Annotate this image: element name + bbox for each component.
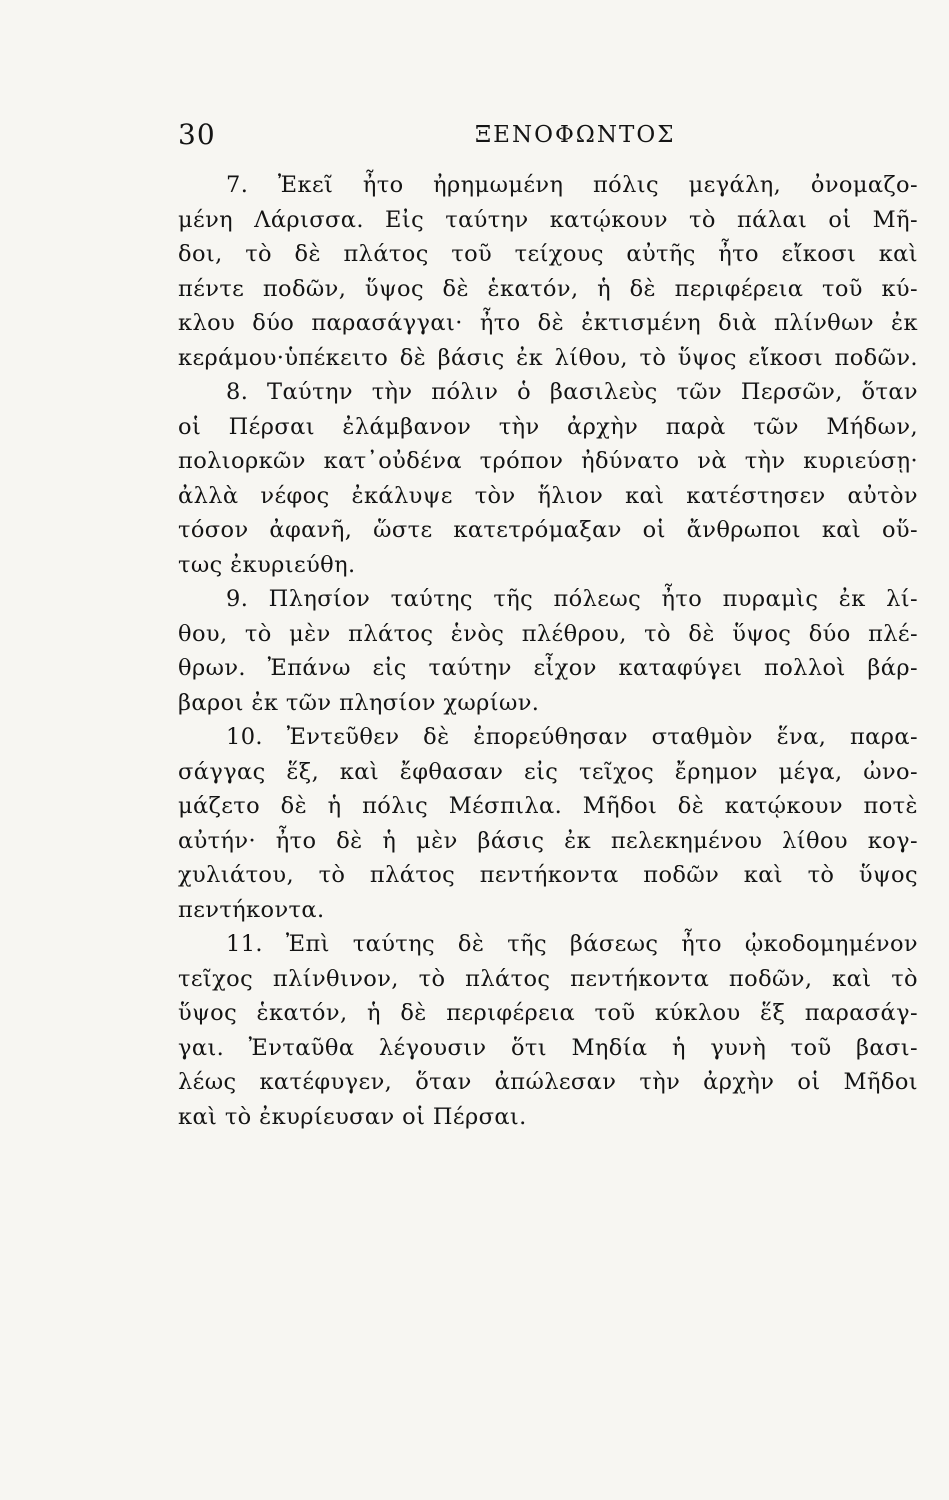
text-line: δοι, τὸ δὲ πλάτος τοῦ τείχους αὐτῆς ἦτο εἴκοσι καὶ [178,241,918,267]
text-line: κλου δύο παρασάγγαι· ἦτο δὲ ἐκτισμένη διὰ πλίνθων ἐκ [178,310,918,336]
text-line: χυλιάτου, τὸ πλάτος πεντήκοντα ποδῶν καὶ τὸ ὕψος [178,862,918,888]
text-line: μένη Λάρισσα. Εἰς ταύτην κατῴκουν τὸ πάλαι οἱ Μῆ- [178,206,918,233]
text-line: τόσον ἀφανῆ, ὥστε κατετρόμαξαν οἱ ἄνθρωποι καὶ οὕ- [178,517,918,543]
text-line: πεντήκοντα. [178,896,325,923]
text-line: πολιορκῶν κατ᾽οὐδένα τρόπον ἠδύνατο νὰ τὴν κυριεύσῃ· [178,448,918,474]
text-line: αὐτήν· ἦτο δὲ ἡ μὲν βάσις ἐκ πελεκημένου λίθου κογ- [178,827,918,854]
text-line: καὶ τὸ ἐκυρίευσαν οἱ Πέρσαι. [178,1103,527,1130]
text-line: κεράμου·ὑπέκειτο δὲ βάσις ἐκ λίθου, τὸ ὕψος εἴκοσι ποδῶν. [178,344,918,371]
text-line: πέντε ποδῶν, ὕψος δὲ ἑκατόν, ἡ δὲ περιφέρεια τοῦ κύ- [178,275,918,302]
text-line: τεῖχος πλίνθινον, τὸ πλάτος πεντήκοντα ποδῶν, καὶ τὸ [178,965,918,992]
text-line: θρων. Ἐπάνω εἰς ταύτην εἶχον καταφύγει πολλοὶ βάρ- [178,655,918,681]
text-line: ὕψος ἑκατόν, ἡ δὲ περιφέρεια τοῦ κύκλου ἕξ παρασάγ- [178,1000,918,1026]
text-line: ἀλλὰ νέφος ἐκάλυψε τὸν ἥλιον καὶ κατέστησεν αὐτὸν [178,482,918,509]
text-line: 9. Πλησίον ταύτης τῆς πόλεως ἦτο πυραμὶς ἐκ λί- [226,586,918,612]
page-number: 30 [178,118,216,151]
text-line: βαροι ἐκ τῶν πλησίον χωρίων. [178,689,540,716]
running-title: ΞΕΝΟΦΩΝΤΟΣ [475,122,676,148]
text-line: λέως κατέφυγεν, ὅταν ἀπώλεσαν τὴν ἀρχὴν οἱ Μῆδοι [178,1069,918,1095]
text-line: 11. Ἐπὶ ταύτης δὲ τῆς βάσεως ἦτο ᾠκοδομημένον [226,931,918,957]
text-line: μάζετο δὲ ἡ πόλις Μέσπιλα. Μῆδοι δὲ κατῴκουν ποτὲ [178,793,918,819]
text-line: γαι. Ἐνταῦθα λέγουσιν ὅτι Μηδία ἡ γυνὴ τοῦ βασι- [178,1034,918,1061]
text-line: θου, τὸ μὲν πλάτος ἑνὸς πλέθρου, τὸ δὲ ὕψος δύο πλέ- [178,620,918,647]
body-text [178,168,918,1134]
text-line: 8. Ταύτην τὴν πόλιν ὁ βασιλεὺς τῶν Περσῶν, ὅταν [226,379,918,405]
text-line: σάγγας ἕξ, καὶ ἔφθασαν εἰς τεῖχος ἔρημον μέγα, ὠνο- [178,758,918,785]
text-line: τως ἐκυριεύθη. [178,551,356,578]
text-line: 10. Ἐντεῦθεν δὲ ἐπορεύθησαν σταθμὸν ἕνα, παρα- [226,724,918,750]
text-line: οἱ Πέρσαι ἐλάμβανον τὴν ἀρχὴν παρὰ τῶν Μήδων, [178,413,918,440]
text-line: 7. Ἐκεῖ ἦτο ἠρημωμένη πόλις μεγάλη, ὀνομαζο- [226,172,918,198]
page-header [178,118,918,158]
